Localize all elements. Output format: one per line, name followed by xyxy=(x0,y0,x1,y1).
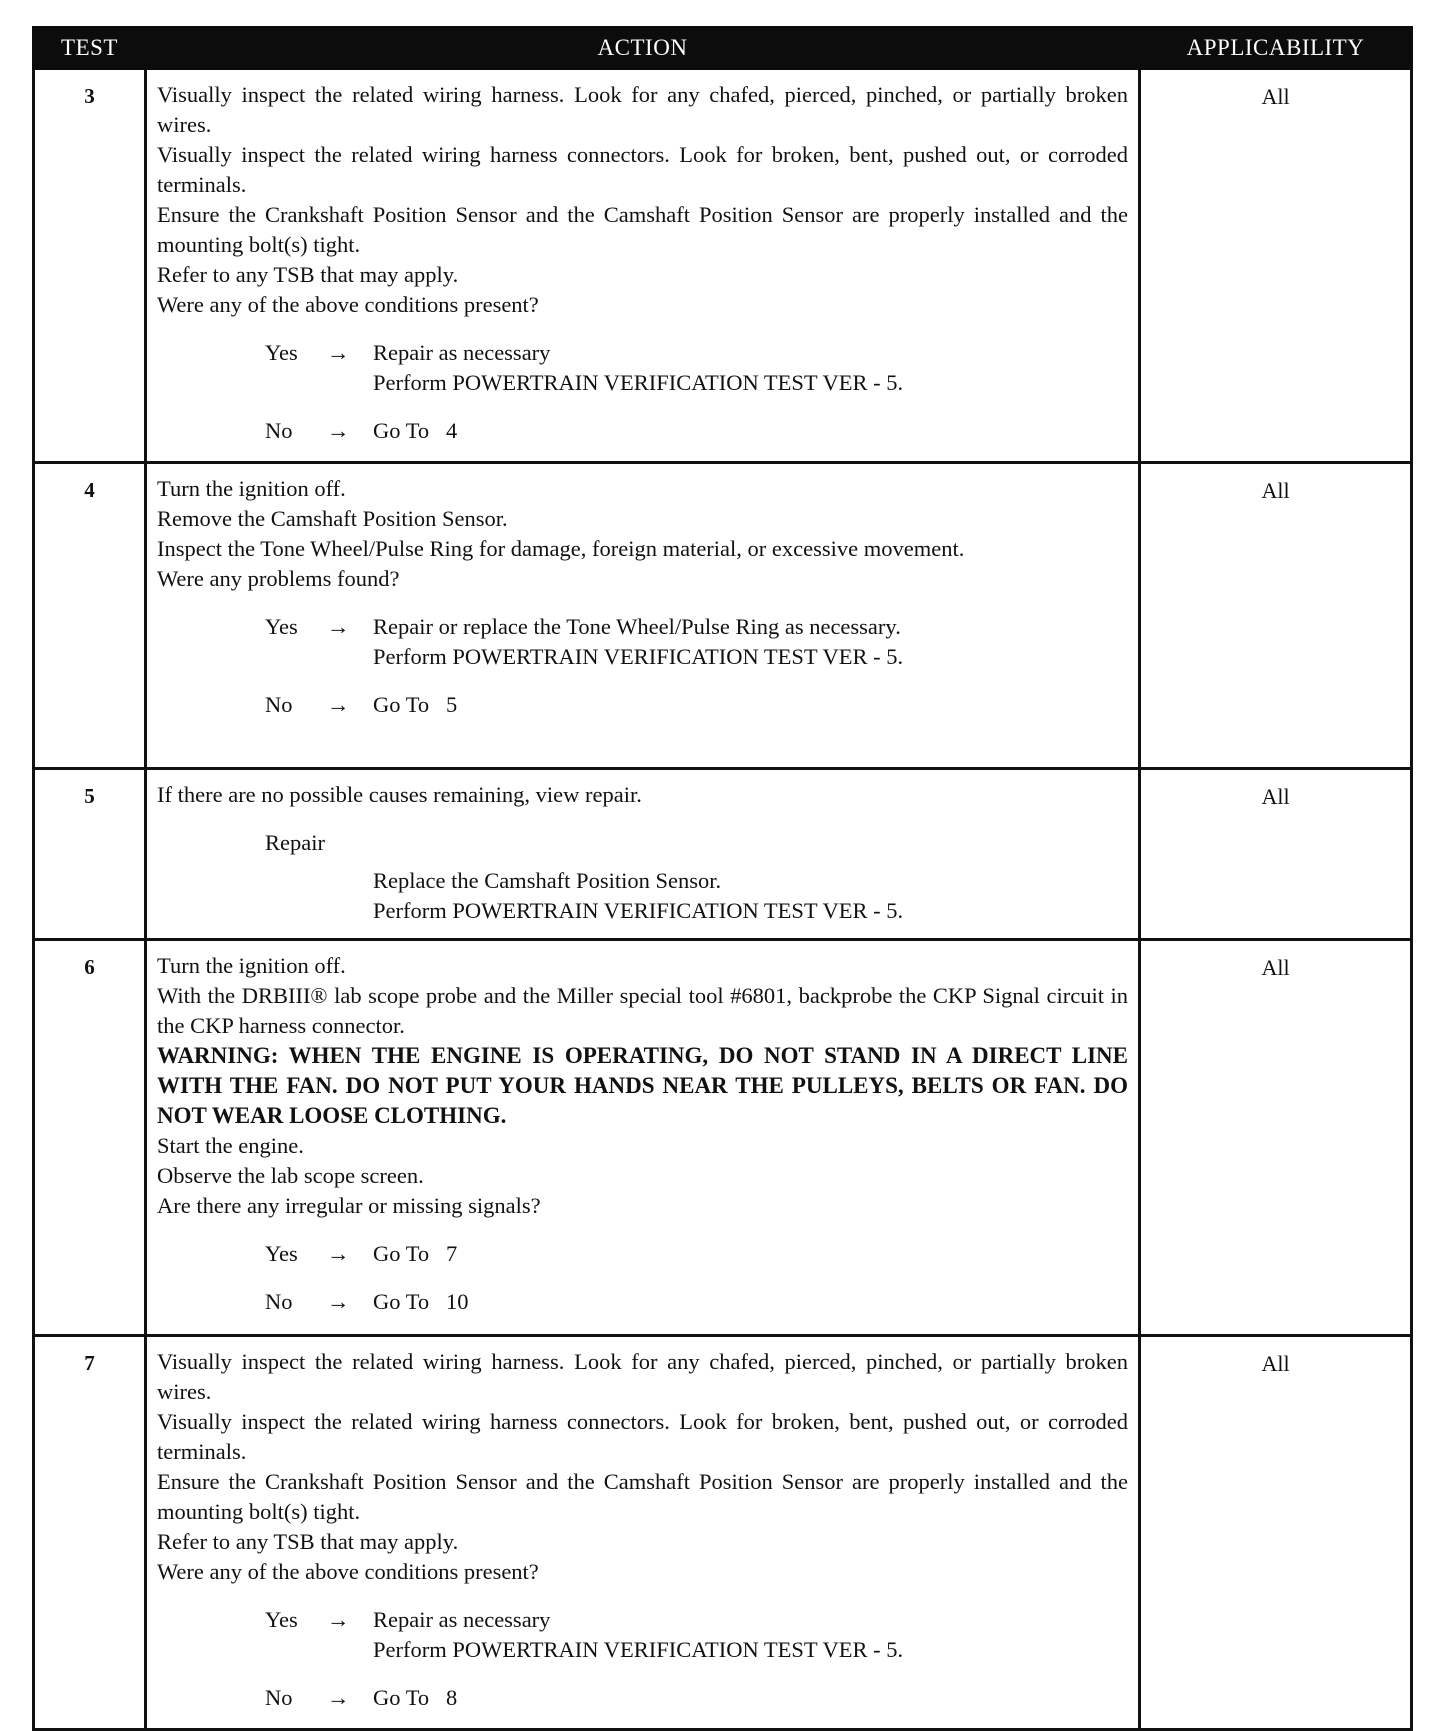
yes-result-line: Repair as necessary xyxy=(373,1607,551,1632)
action-line: Visually inspect the related wiring harness connectors. Look for broken, bent, pushed out, or corroded terminals. xyxy=(157,142,1128,197)
no-result: Go To 10 xyxy=(373,1289,469,1314)
test-number: 5 xyxy=(34,769,146,940)
test-number: 6 xyxy=(34,940,146,1336)
yes-label: Yes xyxy=(265,1607,298,1632)
yes-result-line: Repair as necessary xyxy=(373,340,551,365)
repair-instructions xyxy=(373,866,1128,926)
repair-label: Repair xyxy=(265,830,325,855)
yes-branch xyxy=(265,338,1128,398)
no-branch xyxy=(265,416,1128,446)
test-row-4 xyxy=(34,463,1412,769)
test-row-6 xyxy=(34,940,1412,1336)
arrow-icon: → xyxy=(327,1289,350,1314)
action-line: Observe the lab scope screen. xyxy=(157,1163,424,1188)
yes-result xyxy=(373,1605,1128,1665)
question-line: Are there any irregular or missing signals? xyxy=(157,1193,541,1218)
yes-branch xyxy=(265,1605,1128,1665)
test-number: 3 xyxy=(34,69,146,463)
action-cell xyxy=(146,463,1140,769)
no-label: No xyxy=(265,1289,293,1314)
yes-branch xyxy=(265,1239,1128,1269)
action-line: With the DRBIII® lab scope probe and the Miller special tool #6801, backprobe the CKP Signal circuit in the CKP harness connector. xyxy=(157,983,1128,1038)
header-applicability: APPLICABILITY xyxy=(1140,28,1412,69)
yes-label: Yes xyxy=(265,614,298,639)
repair-line: Perform POWERTRAIN VERIFICATION TEST VER - 5. xyxy=(373,898,904,923)
arrow-icon: → xyxy=(327,692,350,717)
applicability-value: All xyxy=(1140,1336,1412,1730)
question-line: Were any problems found? xyxy=(157,566,400,591)
applicability-value: All xyxy=(1140,69,1412,463)
diagnostic-table xyxy=(32,26,1413,1731)
header-row xyxy=(34,28,1412,69)
yes-branch xyxy=(265,612,1128,672)
action-line: Visually inspect the related wiring harness. Look for any chafed, pierced, pinched, or partially broken wires. xyxy=(157,82,1128,137)
yes-result-line: Repair or replace the Tone Wheel/Pulse Ring as necessary. xyxy=(373,614,901,639)
action-cell xyxy=(146,940,1140,1336)
arrow-icon: → xyxy=(327,1241,350,1266)
arrow-icon: → xyxy=(327,340,350,365)
action-line: Start the engine. xyxy=(157,1133,304,1158)
no-branch xyxy=(265,1287,1128,1317)
no-branch xyxy=(265,1683,1128,1713)
arrow-icon: → xyxy=(327,418,350,443)
action-line: Ensure the Crankshaft Position Sensor and the Camshaft Position Sensor are properly installed and the mounting bolt(s) tight. xyxy=(157,202,1128,257)
no-result: Go To 4 xyxy=(373,418,458,443)
repair-block xyxy=(265,828,1128,926)
yes-result-line: Perform POWERTRAIN VERIFICATION TEST VER - 5. xyxy=(373,1637,904,1662)
action-line: Remove the Camshaft Position Sensor. xyxy=(157,506,508,531)
applicability-value: All xyxy=(1140,463,1412,769)
action-cell xyxy=(146,69,1140,463)
no-result: Go To 5 xyxy=(373,692,458,717)
question-line: Were any of the above conditions present? xyxy=(157,292,539,317)
test-row-7 xyxy=(34,1336,1412,1730)
yes-result-line: Perform POWERTRAIN VERIFICATION TEST VER - 5. xyxy=(373,644,904,669)
applicability-value: All xyxy=(1140,769,1412,940)
no-label: No xyxy=(265,1685,293,1710)
header-action: ACTION xyxy=(146,28,1140,69)
action-line: If there are no possible causes remaining, view repair. xyxy=(157,782,642,807)
arrow-icon: → xyxy=(327,1685,350,1710)
action-cell xyxy=(146,1336,1140,1730)
yes-result xyxy=(373,338,1128,398)
yes-result-line: Perform POWERTRAIN VERIFICATION TEST VER - 5. xyxy=(373,370,904,395)
action-line: Refer to any TSB that may apply. xyxy=(157,1529,459,1554)
action-line: Turn the ignition off. xyxy=(157,953,346,978)
yes-result: Go To 7 xyxy=(373,1241,458,1266)
action-cell xyxy=(146,769,1140,940)
applicability-value: All xyxy=(1140,940,1412,1336)
yes-label: Yes xyxy=(265,1241,298,1266)
no-result: Go To 8 xyxy=(373,1685,458,1710)
test-row-5 xyxy=(34,769,1412,940)
arrow-icon: → xyxy=(327,614,350,639)
warning-text: WARNING: WHEN THE ENGINE IS OPERATING, DO NOT STAND IN A DIRECT LINE WITH THE FAN. DO NOT PUT YOUR HANDS NEAR THE PULLEYS, BELTS OR FAN. DO NOT WEAR LOOSE CLOTHING. xyxy=(157,1043,1128,1128)
arrow-icon: → xyxy=(327,1607,350,1632)
action-line: Visually inspect the related wiring harness connectors. Look for broken, bent, pushed out, or corroded terminals. xyxy=(157,1409,1128,1464)
test-number: 4 xyxy=(34,463,146,769)
yes-label: Yes xyxy=(265,340,298,365)
action-line: Refer to any TSB that may apply. xyxy=(157,262,459,287)
test-number: 7 xyxy=(34,1336,146,1730)
no-branch xyxy=(265,690,1128,720)
action-line: Ensure the Crankshaft Position Sensor and the Camshaft Position Sensor are properly installed and the mounting bolt(s) tight. xyxy=(157,1469,1128,1524)
action-line: Turn the ignition off. xyxy=(157,476,346,501)
test-row-3 xyxy=(34,69,1412,463)
action-line: Visually inspect the related wiring harness. Look for any chafed, pierced, pinched, or partially broken wires. xyxy=(157,1349,1128,1404)
no-label: No xyxy=(265,692,293,717)
question-line: Were any of the above conditions present? xyxy=(157,1559,539,1584)
header-test: TEST xyxy=(34,28,146,69)
no-label: No xyxy=(265,418,293,443)
action-line: Inspect the Tone Wheel/Pulse Ring for damage, foreign material, or excessive movement. xyxy=(157,536,965,561)
repair-line: Replace the Camshaft Position Sensor. xyxy=(373,868,722,893)
yes-result xyxy=(373,612,1128,672)
